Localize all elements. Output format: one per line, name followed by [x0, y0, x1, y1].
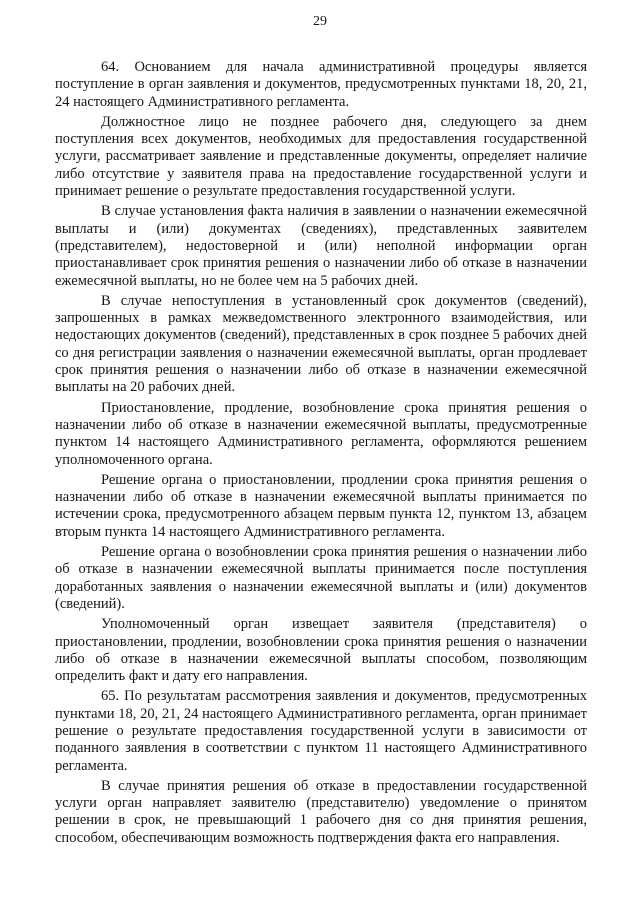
paragraph-65: 65. По результатам рассмотрения заявления и документов, предусмотренных пунктами 18, 20, 21, 24 настоящего Административного регламента, орган принимает решение о результате предоставления государственной услуги в зависимости от поданного заявления в соответствии с пунктом 11 настоящего Административного регламента. [55, 688, 587, 774]
paragraph: Приостановление, продление, возобновление срока принятия решения о назначении либо об отказе в назначении ежемесячной выплаты, предусмотренные пунктом 14 настоящего Административного регламента, оформляются решением уполномоченного органа. [55, 399, 587, 468]
paragraph: Уполномоченный орган извещает заявителя (представителя) о приостановлении, продлении, возобновлении срока принятия решения о назначении либо об отказе в назначении ежемесячной выплаты способом, позволяющим определить факт и дату его направления. [55, 616, 587, 685]
paragraph: В случае принятия решения об отказе в предоставлении государственной услуги орган направляет заявителю (представителю) уведомление о принятом решении в срок, не превышающий 1 рабочего дня со дня принятия решения, способом, обеспечивающим возможность подтверждения факта его направления. [55, 777, 587, 846]
paragraph: Решение органа о возобновлении срока принятия решения о назначении либо об отказе в назначении ежемесячной выплаты принимается после поступления доработанных заявления о назначении ежемесячной выплаты и (или) документов (сведений). [55, 544, 587, 612]
paragraph: Должностное лицо не позднее рабочего дня, следующего за днем поступления всех документов, необходимых для предоставления государственной услуги, рассматривает заявление и представленные документы, определяет наличие либо отсутствие у заявителя права на предоставление государственной услуги и принимает решение о результате предоставления государственной услуги. [55, 113, 587, 200]
paragraph-64: 64. Основанием для начала административной процедуры является поступление в орган заявления и документов, предусмотренных пунктами 18, 20, 21, 24 настоящего Административного регламента. [55, 59, 587, 110]
page-number: 29 [313, 14, 327, 29]
paragraph: В случае установления факта наличия в заявлении о назначении ежемесячной выплаты и (или) документах (сведениях), представленных заявителем (представителем), недостоверной и (или) неполной информации орган приостанавливает срок принятия решения о назначении либо об отказе в назначении ежемесячной выплаты, но не более чем на 5 рабочих дней. [55, 203, 587, 289]
document-body [55, 59, 587, 850]
paragraph: Решение органа о приостановлении, продлении срока принятия решения о назначении либо об отказе в назначении ежемесячной выплаты принимается по истечении срока, предусмотренного абзацем первым пункта 12, пунктом 13, абзацем вторым пункта 14 настоящего Административного регламента. [55, 471, 587, 540]
paragraph: В случае непоступления в установленный срок документов (сведений), запрошенных в рамках межведомственного электронного взаимодействия, или недостающих документов (сведений), представленных в срок позднее 5 рабочих дней со дня регистрации заявления о назначении ежемесячной выплаты, орган продлевает срок принятия решения о назначении либо об отказе в назначении ежемесячной выплаты на 20 рабочих дней. [55, 292, 587, 396]
